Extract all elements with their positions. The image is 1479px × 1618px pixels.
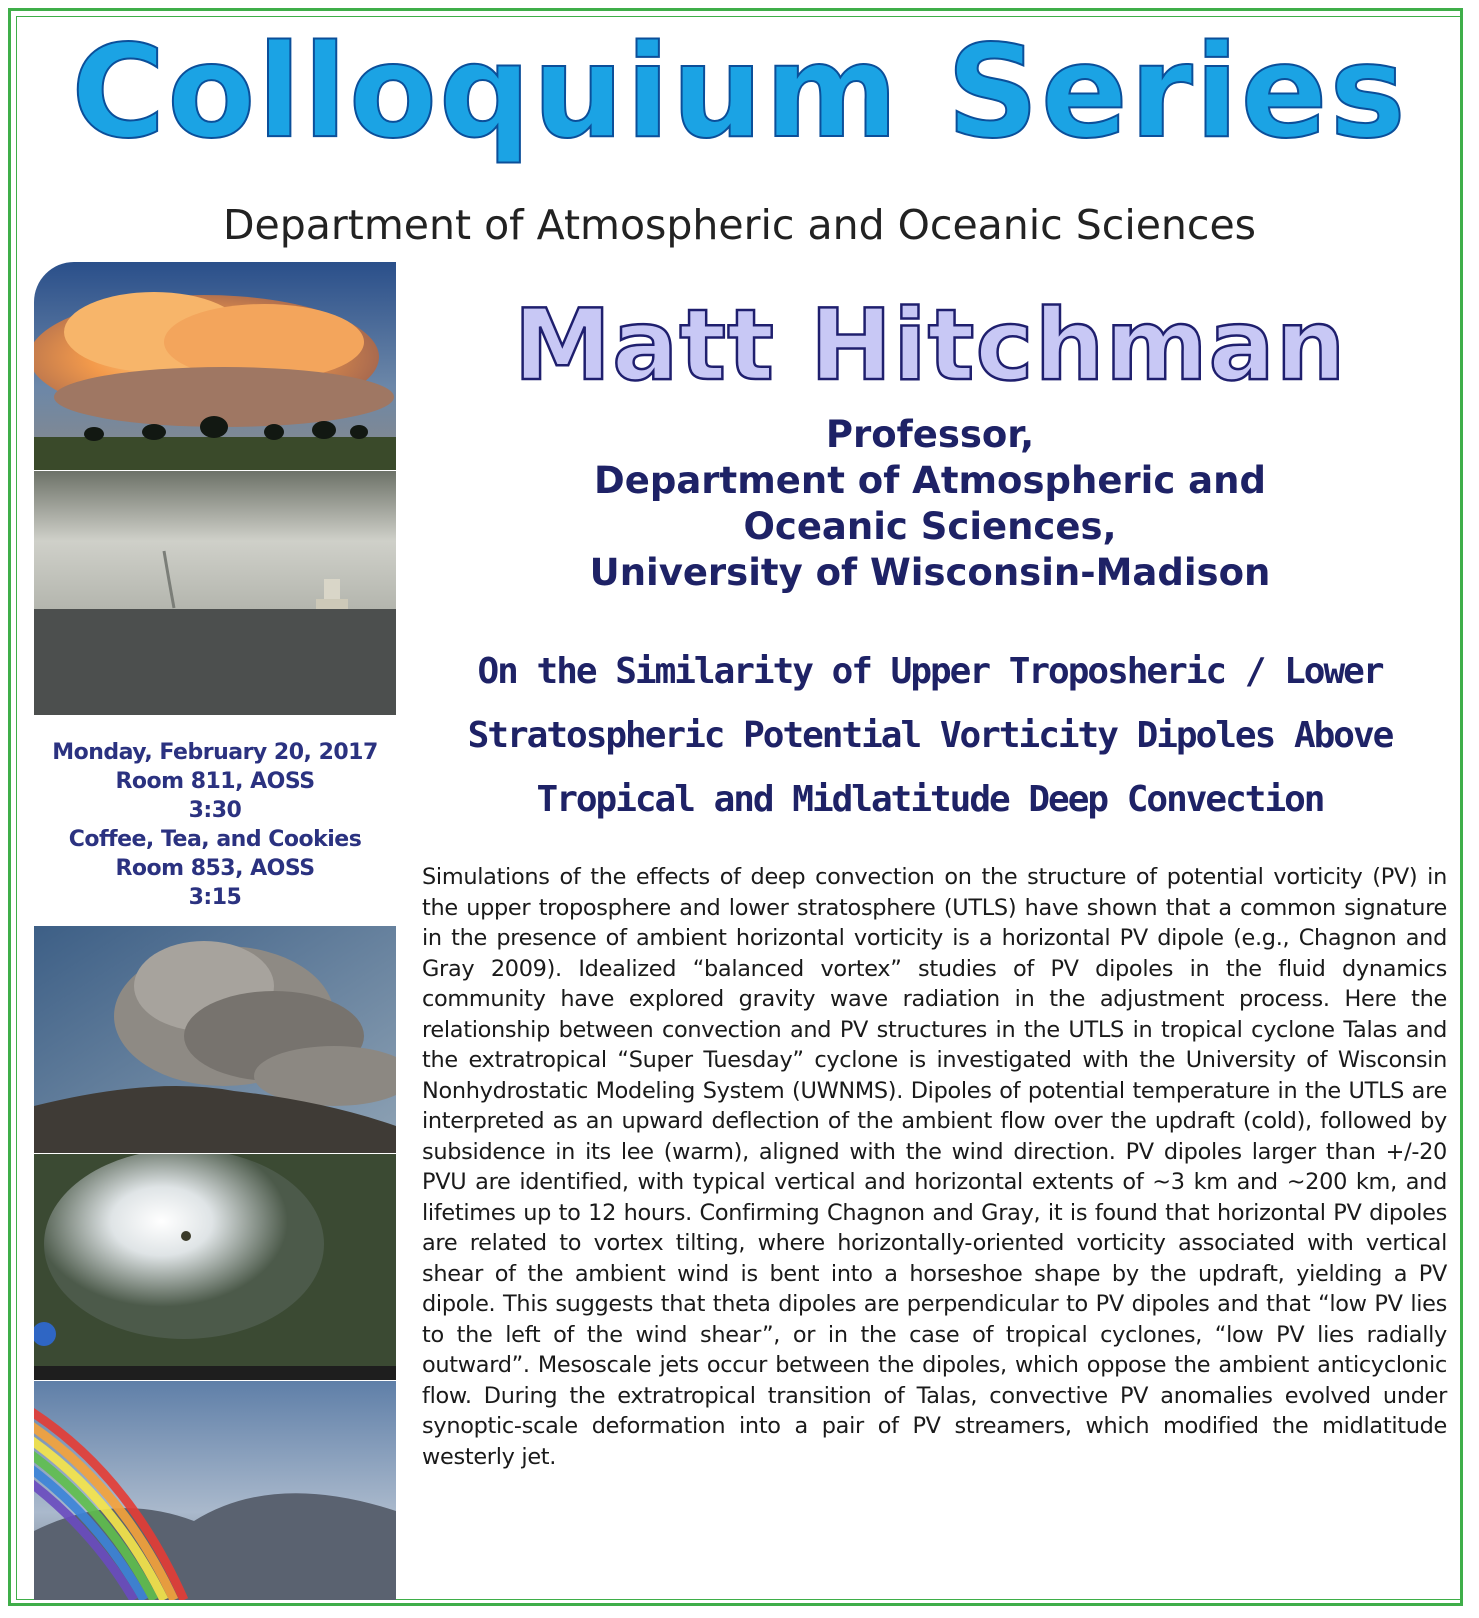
refreshments: Coffee, Tea, and Cookies <box>68 827 362 852</box>
abstract-text: Simulations of the effects of deep convection on the structure of potential vorticity (PV) in the upper troposphere and lower stratosphere (UTLS) have shown that a common signature in the presence of ambient horizontal vorticity is a horizontal PV dipole (e.g., Chagnon and Gray 2009). Idealized “balanced vortex” studies of PV dipoles in the fluid dynamics community have explored gravity wave radiation in the adjustment process. Here the relationship between convection and PV structures in the UTLS in tropical cyclone Talas and the extratropical “Super Tuesday” cyclone is investigated with the University of Wisconsin Nonhydrostatic Modeling System (UWNMS). Dipoles of potential temperature in the UTLS are interpreted as an upward deflection of the ambient flow over the updraft (cold), followed by subsidence in its lee (warm), aligned with the wind direction. PV dipoles larger than +/-20 PVU are identified, with typical vertical and horizontal extents of ~3 km and ~200 km, and lifetimes up to 12 hours. Confirming Chagnon and Gray, it is found that horizontal PV dipoles are related to vortex tilting, where horizontally-oriented vorticity associated with vertical shear of the ambient wind is bent into a horseshoe shape by the updraft, yielding a PV dipole. This suggests that theta dipoles are perpendicular to PV dipoles and that “low PV lies to the left of the wind shear”, or in the case of tropical cyclones, “low PV lies radially outward”. Mesoscale jets occur between the dipoles, which oppose the ambient anticyclonic flow. During the extratropical transition of Talas, convective PV anomalies evolved under synoptic-scale deformation into a pair of PV streamers, which modified the midlatitude westerly jet. <box>422 864 1447 1470</box>
affiliation-line: Professor, <box>825 413 1035 456</box>
speaker-affiliation <box>410 412 1450 596</box>
series-title: Colloquium Series <box>71 18 1408 167</box>
photo-thunderstorm-cloud <box>34 262 396 470</box>
refreshments-time: 3:15 <box>188 885 242 910</box>
photo-rainbow <box>34 1381 396 1600</box>
speaker-name: Matt Hitchman <box>513 289 1347 403</box>
event-time: 3:30 <box>188 798 242 823</box>
affiliation-line: Oceanic Sciences, <box>743 505 1117 548</box>
affiliation-line: University of Wisconsin-Madison <box>589 551 1271 594</box>
refreshments-room: Room 853, AOSS <box>115 856 315 881</box>
event-room: Room 811, AOSS <box>115 769 315 794</box>
event-date: Monday, February 20, 2017 <box>52 740 378 765</box>
talk-title <box>410 640 1450 832</box>
photo-hurricane-satellite <box>34 1154 396 1380</box>
event-details <box>34 738 396 912</box>
talk-title-line: Tropical and Midlatitude Deep Convection <box>536 779 1324 820</box>
talk-title-line: On the Similarity of Upper Troposheric / Lower <box>477 651 1383 692</box>
affiliation-line: Department of Atmospheric and <box>594 459 1266 502</box>
department-heading: Department of Atmospheric and Oceanic Sciences <box>222 201 1257 249</box>
photo-volcanic-eruption <box>34 926 396 1153</box>
photo-waterspout-lighthouse <box>34 471 396 715</box>
talk-title-line: Stratospheric Potential Vorticity Dipoles Above <box>467 715 1393 756</box>
